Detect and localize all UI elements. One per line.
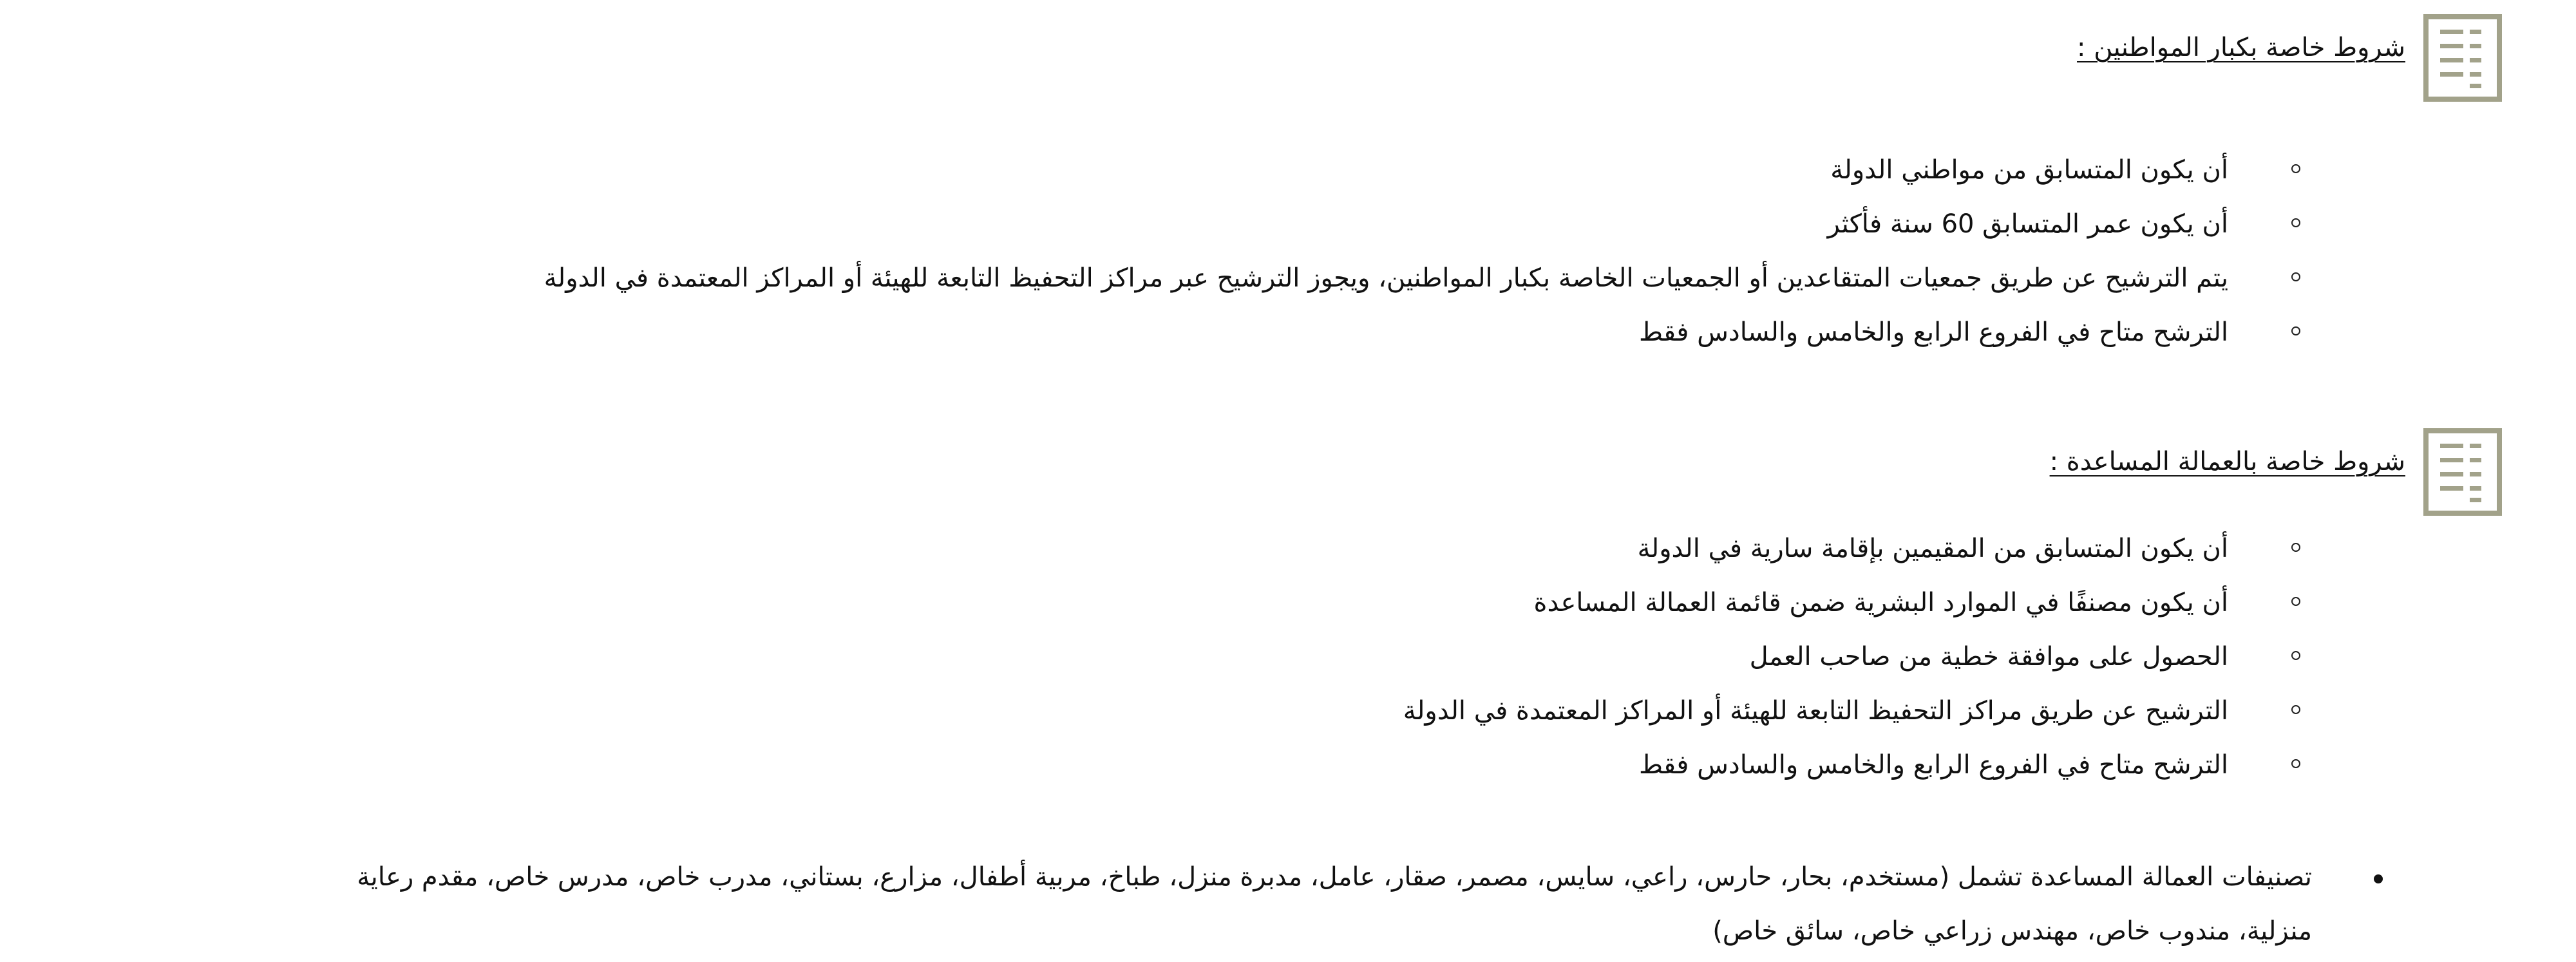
list-item-text: يتم الترشيح عن طريق جمعيات المتقاعدين أو الجمعيات الخاصة بكبار المواطنين، ويجوز الترشيح عبر مراكز التحفيظ التابعة للهيئة أو المراكز المعتمدة في الدولة (544, 263, 2228, 293)
list-item (240, 251, 2300, 305)
section-header-domestic-workers (1343, 428, 2502, 525)
list-item (240, 576, 2300, 630)
section-title: شروط خاصة بكبار المواطنين : (2077, 33, 2405, 62)
section-header-senior-citizens (1343, 14, 2502, 111)
list-item (240, 630, 2300, 684)
document-list-icon (2423, 14, 2502, 102)
list-item-text: أن يكون المتسابق من المقيمين بإقامة سارية في الدولة (1637, 534, 2228, 563)
list-item-text: أن يكون عمر المتسابق 60 سنة فأكثر (1827, 209, 2228, 239)
circle-bullet-icon (2291, 164, 2300, 173)
document-list-icon (2423, 428, 2502, 516)
senior-citizens-conditions-list (240, 143, 2300, 359)
circle-bullet-icon (2291, 326, 2300, 335)
list-item-text: الترشح متاح في الفروع الرابع والخامس والسادس فقط (1639, 750, 2228, 780)
list-item (240, 738, 2300, 792)
list-item (240, 684, 2300, 738)
circle-bullet-icon (2291, 272, 2300, 281)
circle-bullet-icon (2291, 543, 2300, 552)
document-list-icon-graphic (2429, 433, 2497, 511)
list-item-text: الترشيح عن طريق مراكز التحفيظ التابعة للهيئة أو المراكز المعتمدة في الدولة (1403, 696, 2228, 726)
list-item-text: أن يكون المتسابق من مواطني الدولة (1830, 155, 2228, 185)
list-item-text: أن يكون مصنفًا في الموارد البشرية ضمن قائمة العمالة المساعدة (1533, 588, 2228, 618)
circle-bullet-icon (2291, 597, 2300, 606)
list-item (240, 197, 2300, 251)
list-item-text: الترشح متاح في الفروع الرابع والخامس والسادس فقط (1639, 317, 2228, 347)
section-title: شروط خاصة بالعمالة المساعدة : (2049, 447, 2405, 476)
list-item (240, 305, 2300, 359)
domestic-workers-conditions-list (240, 522, 2300, 792)
document-list-icon-graphic (2429, 19, 2497, 97)
list-item (240, 143, 2300, 197)
list-item-text: الحصول على موافقة خطية من صاحب العمل (1749, 642, 2228, 672)
circle-bullet-icon (2291, 218, 2300, 227)
note-text: تصنيفات العمالة المساعدة تشمل (مستخدم، بحار، حارس، راعي، سايس، مصمر، صقار، عامل، مدبرة منزل، طباخ، مربية أطفال، مزارع، بستاني، مدرب خاص، مدرس خاص، مقدم رعاية منزلية، مندوب خاص، مهندس زراعي خاص، سائق خاص) (357, 862, 2312, 946)
filled-bullet-icon (2374, 874, 2383, 883)
circle-bullet-icon (2291, 651, 2300, 660)
list-item (240, 522, 2300, 576)
domestic-worker-categories-note (322, 850, 2383, 958)
circle-bullet-icon (2291, 705, 2300, 714)
circle-bullet-icon (2291, 759, 2300, 768)
